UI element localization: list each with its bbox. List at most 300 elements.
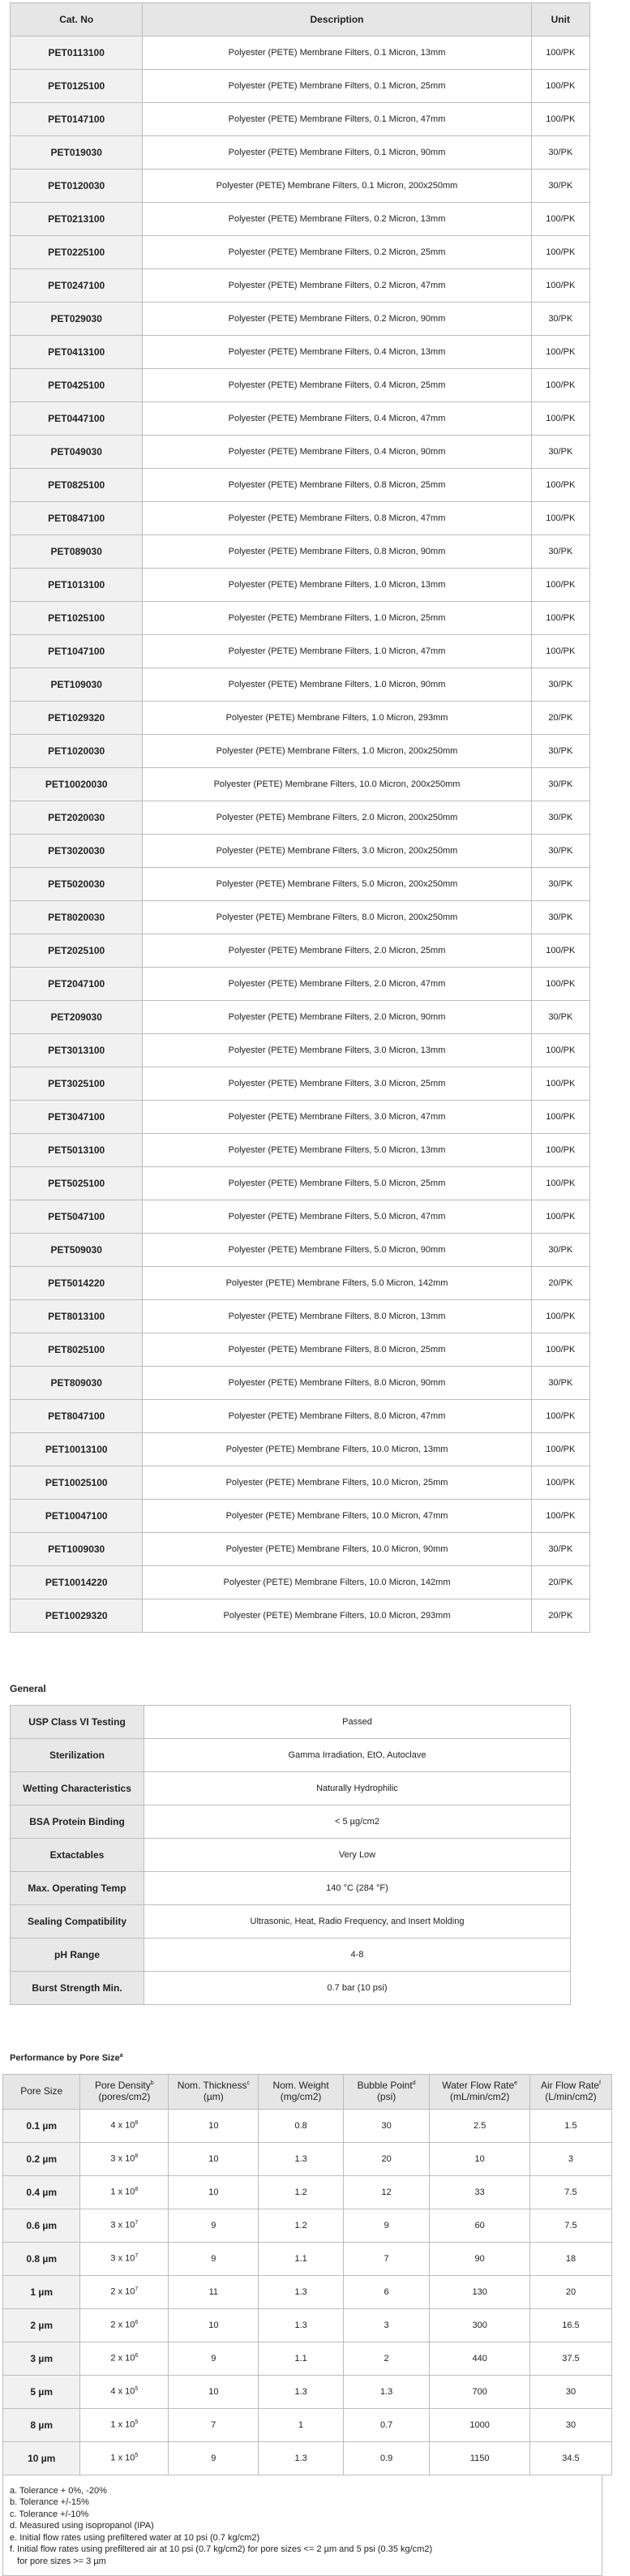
pore-size: 0.4 µm: [3, 2175, 80, 2209]
catalog-unit: 100/PK: [531, 569, 589, 602]
water-flow-rate: 700: [430, 2375, 529, 2408]
catalog-unit: 100/PK: [531, 968, 589, 1001]
bubble-point: 3: [343, 2308, 430, 2342]
bubble-point: 9: [343, 2209, 430, 2242]
catalog-row: [11, 835, 590, 868]
catalog-cat-no: PET8020030: [11, 901, 143, 934]
bubble-point: 6: [343, 2275, 430, 2308]
catalog-unit: 100/PK: [531, 1200, 589, 1234]
header-line1: Air Flow Rate: [540, 2079, 599, 2091]
catalog-unit: 30/PK: [531, 868, 589, 901]
catalog-unit: 100/PK: [531, 1500, 589, 1533]
general-row: [11, 1739, 571, 1772]
general-table: [10, 1705, 571, 2005]
catalog-cat-no: PET1020030: [11, 735, 143, 768]
catalog-unit: 30/PK: [531, 1001, 589, 1034]
catalog-unit: 30/PK: [531, 801, 589, 835]
nom-thickness: 7: [169, 2408, 259, 2441]
pore-density-exp: 8: [135, 2120, 139, 2127]
pore-size: 1 µm: [3, 2275, 80, 2308]
catalog-cat-no: PET3025100: [11, 1067, 143, 1101]
air-flow-rate: 34.5: [529, 2441, 611, 2475]
pore-density: [80, 2275, 169, 2308]
general-value: < 5 µg/cm2: [144, 1805, 571, 1839]
general-value: Naturally Hydrophilic: [144, 1772, 571, 1805]
catalog-unit: 100/PK: [531, 1333, 589, 1367]
water-flow-rate: 33: [430, 2175, 529, 2209]
catalog-description: Polyester (PETE) Membrane Filters, 10.0 Micron, 25mm: [143, 1466, 531, 1500]
catalog-cat-no: PET5013100: [11, 1134, 143, 1167]
nom-weight: 1.3: [259, 2441, 343, 2475]
catalog-row: [11, 1599, 590, 1633]
general-row: [11, 1706, 571, 1739]
catalog-row: [11, 1200, 590, 1234]
performance-header-cell: [169, 2074, 259, 2109]
catalog-cat-no: PET8025100: [11, 1333, 143, 1367]
performance-header-cell: [3, 2074, 80, 2109]
performance-row: [3, 2109, 612, 2142]
performance-row: [3, 2308, 612, 2342]
footnote: f. Initial flow rates using prefiltered air at 10 psi (0.7 kg/cm2) for pore sizes <= 2 µm and 5 psi (0.35 kg/cm2): [10, 2544, 433, 2555]
catalog-row: [11, 1300, 590, 1333]
header-sup: d: [412, 2080, 416, 2086]
catalog-row: [11, 801, 590, 835]
bubble-point: 2: [343, 2342, 430, 2375]
catalog-description: Polyester (PETE) Membrane Filters, 3.0 Micron, 47mm: [143, 1101, 531, 1134]
catalog-unit: 30/PK: [531, 136, 589, 170]
nom-weight: 1.3: [259, 2308, 343, 2342]
nom-thickness: 11: [169, 2275, 259, 2308]
catalog-description: Polyester (PETE) Membrane Filters, 2.0 Micron, 47mm: [143, 968, 531, 1001]
catalog-header-row: [11, 3, 590, 36]
catalog-cat-no: PET0447100: [11, 402, 143, 436]
catalog-description: Polyester (PETE) Membrane Filters, 0.2 Micron, 47mm: [143, 269, 531, 303]
catalog-row: [11, 635, 590, 668]
catalog-row: [11, 1533, 590, 1566]
catalog-cat-no: PET089030: [11, 535, 143, 569]
general-row: [11, 1772, 571, 1805]
catalog-unit: 100/PK: [531, 934, 589, 968]
nom-thickness: 9: [169, 2342, 259, 2375]
bubble-point: 0.9: [343, 2441, 430, 2475]
catalog-row: [11, 901, 590, 934]
catalog-cat-no: PET5025100: [11, 1167, 143, 1200]
catalog-unit: 100/PK: [531, 236, 589, 269]
catalog-row: [11, 1267, 590, 1300]
bubble-point: 0.7: [343, 2408, 430, 2441]
catalog-unit: 30/PK: [531, 170, 589, 203]
catalog-unit: 30/PK: [531, 1533, 589, 1566]
nom-weight: 1.3: [259, 2275, 343, 2308]
pore-density: [80, 2242, 169, 2275]
catalog-unit: 100/PK: [531, 1034, 589, 1067]
catalog-description: Polyester (PETE) Membrane Filters, 0.1 Micron, 90mm: [143, 136, 531, 170]
catalog-description: Polyester (PETE) Membrane Filters, 0.1 Micron, 25mm: [143, 70, 531, 103]
performance-header-cell: [529, 2074, 611, 2109]
performance-title-sup: a: [119, 2053, 123, 2059]
catalog-description: Polyester (PETE) Membrane Filters, 1.0 Micron, 90mm: [143, 668, 531, 702]
catalog-unit: 30/PK: [531, 436, 589, 469]
catalog-cat-no: PET3013100: [11, 1034, 143, 1067]
general-property: BSA Protein Binding: [11, 1805, 144, 1839]
general-property: Extactables: [11, 1839, 144, 1872]
air-flow-rate: 18: [529, 2242, 611, 2275]
general-property: Max. Operating Temp: [11, 1872, 144, 1905]
catalog-row: [11, 436, 590, 469]
pore-density-base: 2 x 10: [110, 2286, 135, 2297]
catalog-cat-no: PET1047100: [11, 635, 143, 668]
catalog-unit: 100/PK: [531, 1067, 589, 1101]
catalog-unit: 100/PK: [531, 1400, 589, 1433]
catalog-unit: 30/PK: [531, 303, 589, 336]
pore-density: [80, 2342, 169, 2375]
header-line1: Water Flow Rate: [442, 2079, 515, 2091]
water-flow-rate: 1150: [430, 2441, 529, 2475]
catalog-unit: 100/PK: [531, 1466, 589, 1500]
catalog-cat-no: PET3047100: [11, 1101, 143, 1134]
catalog-cat-no: PET0425100: [11, 369, 143, 402]
catalog-cat-no: PET1009030: [11, 1533, 143, 1566]
catalog-cat-no: PET0147100: [11, 103, 143, 136]
catalog-row: [11, 868, 590, 901]
catalog-description: Polyester (PETE) Membrane Filters, 8.0 Micron, 90mm: [143, 1367, 531, 1400]
performance-row: [3, 2342, 612, 2375]
catalog-row: [11, 968, 590, 1001]
catalog-unit: 30/PK: [531, 735, 589, 768]
catalog-row: [11, 768, 590, 801]
catalog-cat-no: PET2020030: [11, 801, 143, 835]
water-flow-rate: 10: [430, 2142, 529, 2175]
catalog-unit: 100/PK: [531, 402, 589, 436]
catalog-description: Polyester (PETE) Membrane Filters, 0.8 Micron, 90mm: [143, 535, 531, 569]
catalog-cat-no: PET10029320: [11, 1599, 143, 1633]
catalog-description: Polyester (PETE) Membrane Filters, 0.2 Micron, 13mm: [143, 203, 531, 236]
catalog-unit: 100/PK: [531, 103, 589, 136]
catalog-header-description: Description: [143, 3, 531, 36]
pore-density-base: 1 x 10: [110, 2453, 135, 2463]
header-line2: (mg/cm2): [280, 2090, 322, 2102]
catalog-unit: 100/PK: [531, 469, 589, 502]
pore-size: 2 µm: [3, 2308, 80, 2342]
catalog-description: Polyester (PETE) Membrane Filters, 10.0 Micron, 90mm: [143, 1533, 531, 1566]
catalog-row: [11, 1566, 590, 1599]
catalog-cat-no: PET0413100: [11, 336, 143, 369]
general-value: Passed: [144, 1706, 571, 1739]
catalog-description: Polyester (PETE) Membrane Filters, 5.0 Micron, 25mm: [143, 1167, 531, 1200]
pore-size: 0.6 µm: [3, 2209, 80, 2242]
catalog-description: Polyester (PETE) Membrane Filters, 0.8 Micron, 25mm: [143, 469, 531, 502]
air-flow-rate: 3: [529, 2142, 611, 2175]
catalog-row: [11, 1500, 590, 1533]
catalog-header-unit: Unit: [531, 3, 589, 36]
catalog-row: [11, 1067, 590, 1101]
performance-row: [3, 2175, 612, 2209]
nom-weight: 1.2: [259, 2209, 343, 2242]
catalog-description: Polyester (PETE) Membrane Filters, 10.0 Micron, 13mm: [143, 1433, 531, 1466]
nom-thickness: 10: [169, 2375, 259, 2408]
catalog-cat-no: PET2047100: [11, 968, 143, 1001]
water-flow-rate: 1000: [430, 2408, 529, 2441]
catalog-row: [11, 668, 590, 702]
air-flow-rate: 20: [529, 2275, 611, 2308]
catalog-row: [11, 236, 590, 269]
general-property: Wetting Characteristics: [11, 1772, 144, 1805]
air-flow-rate: 7.5: [529, 2209, 611, 2242]
header-line1: Pore Density: [95, 2079, 151, 2091]
performance-header-cell: [80, 2074, 169, 2109]
pore-density: [80, 2142, 169, 2175]
nom-thickness: 10: [169, 2308, 259, 2342]
pore-density-exp: 7: [135, 2253, 139, 2260]
catalog-row: [11, 1400, 590, 1433]
general-value: 4-8: [144, 1938, 571, 1972]
performance-row: [3, 2142, 612, 2175]
performance-header-row: [3, 2074, 612, 2109]
pore-density-exp: 6: [135, 2353, 139, 2359]
general-title: General: [10, 1683, 46, 1694]
catalog-cat-no: PET5020030: [11, 868, 143, 901]
catalog-row: [11, 1134, 590, 1167]
performance-header-cell: [259, 2074, 343, 2109]
header-line1: Bubble Point: [357, 2079, 413, 2091]
general-property: USP Class VI Testing: [11, 1706, 144, 1739]
catalog-row: [11, 602, 590, 635]
pore-density-base: 3 x 10: [110, 2153, 135, 2164]
catalog-description: Polyester (PETE) Membrane Filters, 8.0 Micron, 200x250mm: [143, 901, 531, 934]
catalog-description: Polyester (PETE) Membrane Filters, 2.0 Micron, 90mm: [143, 1001, 531, 1034]
catalog-unit: 20/PK: [531, 1599, 589, 1633]
catalog-row: [11, 1466, 590, 1500]
pore-density-base: 2 x 10: [110, 2320, 135, 2330]
catalog-cat-no: PET029030: [11, 303, 143, 336]
catalog-unit: 100/PK: [531, 502, 589, 535]
catalog-body: [11, 36, 590, 1633]
catalog-description: Polyester (PETE) Membrane Filters, 10.0 Micron, 47mm: [143, 1500, 531, 1533]
catalog-cat-no: PET1013100: [11, 569, 143, 602]
pore-density-base: 4 x 10: [110, 2386, 135, 2397]
nom-weight: 1.3: [259, 2375, 343, 2408]
general-value: Gamma Irradiation, EtO, Autoclave: [144, 1739, 571, 1772]
catalog-description: Polyester (PETE) Membrane Filters, 0.4 Micron, 13mm: [143, 336, 531, 369]
catalog-cat-no: PET0120030: [11, 170, 143, 203]
catalog-unit: 100/PK: [531, 70, 589, 103]
general-body: [11, 1706, 571, 2005]
catalog-description: Polyester (PETE) Membrane Filters, 0.2 Micron, 90mm: [143, 303, 531, 336]
catalog-cat-no: PET049030: [11, 436, 143, 469]
nom-weight: 1.1: [259, 2242, 343, 2275]
performance-row: [3, 2275, 612, 2308]
catalog-row: [11, 1101, 590, 1134]
catalog-description: Polyester (PETE) Membrane Filters, 1.0 Micron, 293mm: [143, 702, 531, 735]
general-value: Very Low: [144, 1839, 571, 1872]
catalog-row: [11, 203, 590, 236]
catalog-cat-no: PET10013100: [11, 1433, 143, 1466]
footnote: d. Measured using isopropanol (IPA): [10, 2521, 154, 2531]
header-line2: (L/min/cm2): [545, 2090, 597, 2102]
catalog-description: Polyester (PETE) Membrane Filters, 2.0 Micron, 200x250mm: [143, 801, 531, 835]
header-line2: (mL/min/cm2): [450, 2090, 510, 2102]
pore-size: 0.2 µm: [3, 2142, 80, 2175]
footnote: c. Tolerance +/-10%: [10, 2509, 89, 2519]
pore-density-exp: 5: [135, 2386, 139, 2393]
catalog-description: Polyester (PETE) Membrane Filters, 8.0 Micron, 25mm: [143, 1333, 531, 1367]
nom-weight: 1.2: [259, 2175, 343, 2209]
catalog-row: [11, 1034, 590, 1067]
performance-row: [3, 2209, 612, 2242]
water-flow-rate: 440: [430, 2342, 529, 2375]
catalog-cat-no: PET209030: [11, 1001, 143, 1034]
catalog-unit: 30/PK: [531, 768, 589, 801]
catalog-description: Polyester (PETE) Membrane Filters, 0.1 Micron, 13mm: [143, 36, 531, 70]
catalog-unit: 100/PK: [531, 269, 589, 303]
catalog-description: Polyester (PETE) Membrane Filters, 5.0 Micron, 142mm: [143, 1267, 531, 1300]
general-row: [11, 1872, 571, 1905]
catalog-unit: 30/PK: [531, 535, 589, 569]
water-flow-rate: 90: [430, 2242, 529, 2275]
catalog-cat-no: PET8047100: [11, 1400, 143, 1433]
catalog-cat-no: PET0213100: [11, 203, 143, 236]
header-line2: (pores/cm2): [98, 2090, 151, 2102]
catalog-row: [11, 70, 590, 103]
header-line2: (µm): [203, 2090, 224, 2102]
pore-density-exp: 8: [135, 2153, 139, 2160]
catalog-cat-no: PET109030: [11, 668, 143, 702]
catalog-row: [11, 1167, 590, 1200]
footnote: e. Initial flow rates using prefiltered water at 10 psi (0.7 kg/cm2): [10, 2532, 260, 2543]
air-flow-rate: 7.5: [529, 2175, 611, 2209]
performance-header-cell: [343, 2074, 430, 2109]
catalog-row: [11, 1367, 590, 1400]
catalog-description: Polyester (PETE) Membrane Filters, 5.0 Micron, 90mm: [143, 1234, 531, 1267]
bubble-point: 20: [343, 2142, 430, 2175]
catalog-cat-no: PET0225100: [11, 236, 143, 269]
catalog-description: Polyester (PETE) Membrane Filters, 8.0 Micron, 13mm: [143, 1300, 531, 1333]
catalog-description: Polyester (PETE) Membrane Filters, 1.0 Micron, 200x250mm: [143, 735, 531, 768]
catalog-cat-no: PET2025100: [11, 934, 143, 968]
catalog-unit: 100/PK: [531, 602, 589, 635]
catalog-description: Polyester (PETE) Membrane Filters, 3.0 Micron, 200x250mm: [143, 835, 531, 868]
footnote: b. Tolerance +/-15%: [10, 2497, 89, 2508]
header-sup: c: [246, 2080, 250, 2086]
nom-weight: 1.3: [259, 2142, 343, 2175]
catalog-description: Polyester (PETE) Membrane Filters, 2.0 Micron, 25mm: [143, 934, 531, 968]
catalog-row: [11, 36, 590, 70]
catalog-cat-no: PET5014220: [11, 1267, 143, 1300]
catalog-description: Polyester (PETE) Membrane Filters, 10.0 Micron, 200x250mm: [143, 768, 531, 801]
pore-density-exp: 7: [135, 2286, 139, 2293]
general-value: 140 °C (284 °F): [144, 1872, 571, 1905]
footnotes: [2, 2475, 602, 2576]
general-row: [11, 1905, 571, 1938]
pore-density: [80, 2408, 169, 2441]
catalog-description: Polyester (PETE) Membrane Filters, 3.0 Micron, 25mm: [143, 1067, 531, 1101]
catalog-description: Polyester (PETE) Membrane Filters, 0.1 Micron, 200x250mm: [143, 170, 531, 203]
pore-size: 10 µm: [3, 2441, 80, 2475]
pore-density: [80, 2209, 169, 2242]
catalog-description: Polyester (PETE) Membrane Filters, 0.8 Micron, 47mm: [143, 502, 531, 535]
performance-row: [3, 2375, 612, 2408]
catalog-table: [10, 2, 590, 1633]
bubble-point: 7: [343, 2242, 430, 2275]
performance-title: [10, 2005, 620, 2074]
air-flow-rate: 16.5: [529, 2308, 611, 2342]
pore-size: 8 µm: [3, 2408, 80, 2441]
nom-thickness: 9: [169, 2441, 259, 2475]
pore-density-base: 3 x 10: [110, 2253, 135, 2264]
pore-density: [80, 2441, 169, 2475]
catalog-unit: 20/PK: [531, 1566, 589, 1599]
water-flow-rate: 2.5: [430, 2109, 529, 2142]
catalog-description: Polyester (PETE) Membrane Filters, 1.0 Micron, 13mm: [143, 569, 531, 602]
catalog-description: Polyester (PETE) Membrane Filters, 5.0 Micron, 47mm: [143, 1200, 531, 1234]
catalog-description: Polyester (PETE) Membrane Filters, 10.0 Micron, 293mm: [143, 1599, 531, 1633]
pore-size: 3 µm: [3, 2342, 80, 2375]
performance-header-cell: [430, 2074, 529, 2109]
performance-row: [3, 2408, 612, 2441]
catalog-row: [11, 502, 590, 535]
footnote: a. Tolerance + 0%, -20%: [10, 2485, 107, 2496]
pore-density-exp: 5: [135, 2419, 139, 2426]
header-sup: b: [150, 2080, 154, 2086]
header-line1: Pore Size: [20, 2084, 63, 2097]
performance-table: [2, 2074, 612, 2475]
general-row: [11, 1839, 571, 1872]
catalog-cat-no: PET0247100: [11, 269, 143, 303]
catalog-unit: 30/PK: [531, 668, 589, 702]
catalog-row: [11, 269, 590, 303]
catalog-unit: 100/PK: [531, 203, 589, 236]
header-line1: Nom. Weight: [272, 2079, 329, 2091]
catalog-cat-no: PET10014220: [11, 1566, 143, 1599]
catalog-row: [11, 735, 590, 768]
performance-body: [3, 2109, 612, 2475]
air-flow-rate: 1.5: [529, 2109, 611, 2142]
catalog-unit: 30/PK: [531, 835, 589, 868]
air-flow-rate: 30: [529, 2375, 611, 2408]
general-property: Burst Strength Min.: [11, 1972, 144, 2005]
pore-density-base: 3 x 10: [110, 2220, 135, 2230]
nom-thickness: 10: [169, 2109, 259, 2142]
pore-density: [80, 2308, 169, 2342]
catalog-row: [11, 1234, 590, 1267]
nom-weight: 1: [259, 2408, 343, 2441]
general-value: 0.7 bar (10 psi): [144, 1972, 571, 2005]
nom-thickness: 9: [169, 2209, 259, 2242]
catalog-cat-no: PET509030: [11, 1234, 143, 1267]
pore-density-exp: 7: [135, 2220, 139, 2226]
performance-title-text: Performance by Pore Size: [10, 2053, 120, 2063]
pore-density: [80, 2109, 169, 2142]
catalog-description: Polyester (PETE) Membrane Filters, 0.4 Micron, 47mm: [143, 402, 531, 436]
general-property: pH Range: [11, 1938, 144, 1972]
general-property: Sealing Compatibility: [11, 1905, 144, 1938]
catalog-cat-no: PET0825100: [11, 469, 143, 502]
catalog-cat-no: PET3020030: [11, 835, 143, 868]
catalog-unit: 100/PK: [531, 1101, 589, 1134]
pore-density-exp: 6: [135, 2320, 139, 2326]
water-flow-rate: 300: [430, 2308, 529, 2342]
catalog-row: [11, 402, 590, 436]
pore-size: 0.8 µm: [3, 2242, 80, 2275]
catalog-cat-no: PET10025100: [11, 1466, 143, 1500]
catalog-row: [11, 569, 590, 602]
catalog-row: [11, 934, 590, 968]
catalog-unit: 30/PK: [531, 1367, 589, 1400]
catalog-cat-no: PET8013100: [11, 1300, 143, 1333]
catalog-row: [11, 1001, 590, 1034]
catalog-unit: 100/PK: [531, 1433, 589, 1466]
performance-row: [3, 2441, 612, 2475]
